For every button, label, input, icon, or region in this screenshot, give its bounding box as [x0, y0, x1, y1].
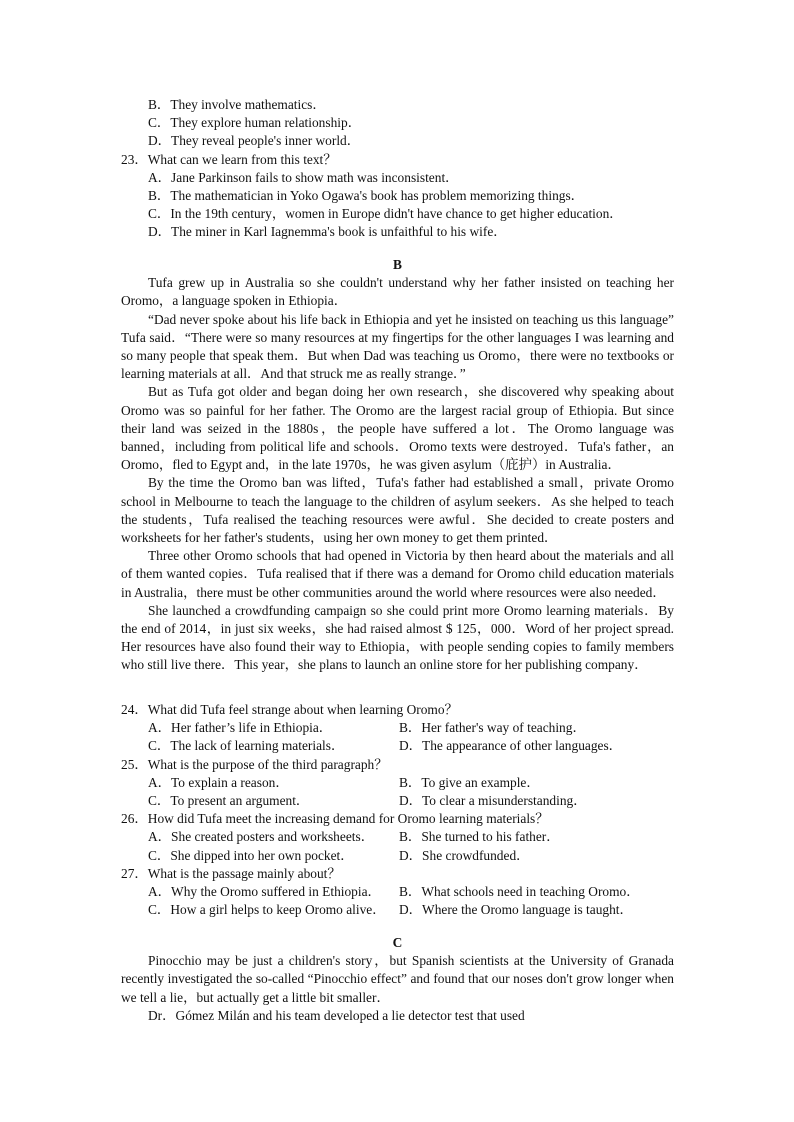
- q23-option-a: A．Jane Parkinson fails to show math was inconsistent．: [148, 169, 459, 185]
- q27-options-row: [121, 901, 674, 919]
- section-c-heading: C: [392, 935, 403, 950]
- section-b-paragraph: Tufa grew up in Australia so she couldn't understand why her father insisted on teaching her Oromo，a language spoken in Ethiopia．: [121, 275, 674, 309]
- q25-stem: 25．What is the purpose of the third paragraph？: [121, 756, 388, 772]
- section-c-paragraph: Pinocchio may be just a children's story，but Spanish scientists at the University of Granada recently investigated the so-called “Pinocchio effect” and found that our noses don't grow longer when we tell a lie，but actually get a little bit smaller．: [121, 953, 674, 1005]
- q24-option-c: C．The lack of learning materials．: [148, 738, 345, 754]
- q25-option-b: B．To give an example．: [399, 774, 540, 790]
- section-b-paragraph: She launched a crowdfunding campaign so she could print more Oromo learning materials．By the end of 2014，in just six weeks，she had raised almost $ 125，000．Word of her project spread. Her resources have also found their way to Ethiopia，with people sending copies to family members who still live there．This year，she plans to launch an online store for her publishing company．: [121, 602, 674, 673]
- q26-options-row: [121, 847, 674, 865]
- q25-options-row: [121, 774, 674, 792]
- q23-option-c: C．In the 19th century，women in Europe didn't have chance to get higher education．: [148, 206, 623, 222]
- q24-stem: 24．What did Tufa feel strange about when learning Oromo？: [121, 702, 458, 717]
- section-c: [121, 934, 674, 1025]
- section-b-paragraph: Three other Oromo schools that had opened in Victoria by then heard about the materials and all of them wanted copies．Tufa realised that if there was a demand for Oromo child education materials in Australia，there must be other communities around the world where resources were also needed．: [121, 548, 674, 600]
- q23-stem: 23．What can we learn from this text？: [121, 151, 337, 167]
- q26-options-row: [121, 828, 674, 846]
- q24-option-d: D．The appearance of other languages．: [399, 738, 623, 754]
- section-b-paragraph: But as Tufa got older and began doing her own research，she discovered why speaking about Oromo was so painful for her father. The Oromo are the largest racial group of Ethiopia. But since their land was seized in the 1880s，the people have suffered a lot．The Oromo language was banned，including from political life and schools．Oromo texts were destroyed．Tufa's father，an Oromo，fled to Egypt and，in the late 1970s，he was given asylum（庇护）in Australia．: [121, 384, 674, 473]
- q26-option-a: A．She created posters and worksheets．: [148, 829, 375, 845]
- q22-option-c: C．They explore human relationship．: [148, 115, 362, 131]
- section-b-paragraph: By the time the Oromo ban was lifted，Tufa's father had established a small，private Oromo school in Melbourne to teach the language to the children of asylum seekers．As she helped to teach the students，Tufa realised the teaching resources were awful．She decided to create posters and worksheets for her father's students，using her own money to get them printed．: [121, 475, 674, 546]
- section-b-paragraph: “Dad never spoke about his life back in Ethiopia and yet he insisted on teaching us this language” Tufa said．“There were so many resources at my fingertips for the other languages I was learning and so many people that speak them．But when Dad was teaching us Oromo，there were no textbooks or learning materials at all．And that struck me as really strange．”: [121, 311, 674, 382]
- q26-option-d: D．She crowdfunded．: [399, 847, 530, 863]
- section-b-questions: [121, 701, 674, 919]
- q26-option-c: C．She dipped into her own pocket．: [148, 847, 354, 863]
- q27-stem: 27．What is the passage mainly about？: [121, 865, 341, 881]
- q25-options-row: [121, 792, 674, 810]
- q27-option-c: C．How a girl helps to keep Oromo alive．: [148, 902, 386, 918]
- section-b: [121, 256, 674, 675]
- q24-option-b: B．Her father's way of teaching．: [399, 720, 586, 736]
- question-23: [121, 151, 674, 242]
- q27-option-d: D．Where the Oromo language is taught．: [399, 902, 633, 918]
- q25-option-c: C．To present an argument．: [148, 792, 310, 808]
- q25-option-d: D．To clear a misunderstanding．: [399, 792, 587, 808]
- q23-option-d: D．The miner in Karl Iagnemma's book is unfaithful to his wife．: [148, 224, 507, 240]
- q27-option-b: B．What schools need in teaching Oromo．: [399, 883, 640, 899]
- q27-option-a: A．Why the Oromo suffered in Ethiopia．: [148, 883, 381, 899]
- q22-option-d: D．They reveal people's inner world．: [148, 133, 361, 149]
- question-22-options: [121, 96, 674, 151]
- q27-options-row: [121, 883, 674, 901]
- q23-option-b: B．The mathematician in Yoko Ogawa's book has problem memorizing things．: [148, 187, 585, 203]
- q25-option-a: A．To explain a reason．: [148, 774, 289, 790]
- section-c-paragraph: Dr．Gómez Milán and his team developed a lie detector test that used: [148, 1007, 525, 1023]
- section-b-heading: B: [393, 257, 402, 272]
- q26-stem: 26．How did Tufa meet the increasing demand for Oromo learning materials？: [121, 811, 549, 827]
- q24-options-row: [121, 737, 674, 755]
- q24-options-row: [121, 719, 674, 737]
- q22-option-b: B．They involve mathematics．: [148, 97, 326, 112]
- q24-option-a: A．Her father’s life in Ethiopia．: [148, 720, 333, 736]
- q26-option-b: B．She turned to his father．: [399, 829, 560, 845]
